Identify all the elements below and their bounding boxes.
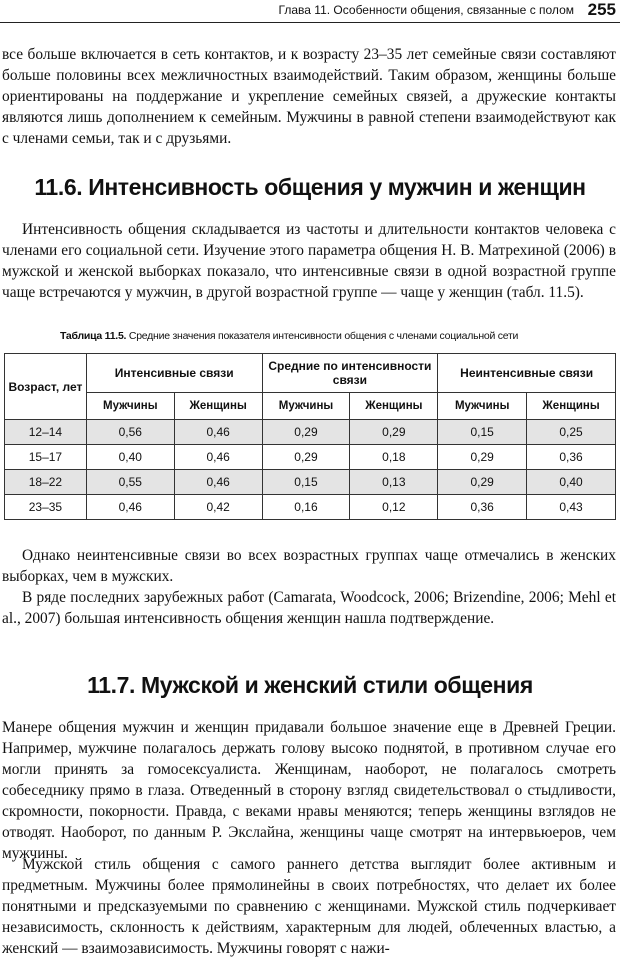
intensity-table <box>4 353 616 520</box>
value-cell: 0,46 <box>174 470 262 495</box>
paragraph-5: Манере общения мужчин и женщин придавали большое значение еще в Древней Греции. Например, мужчине полагалось держать голову высоко поднятой, в противном случае его могли принять за гомосексуалиста. Женщинам, наоборот, не полагалось смотреть собеседнику прямо в глаза. Отведенный в сторону взгляд свидетельствовал о стыдливости, скромности, покорности. Правда, с веками нравы меняются; теперь женщины взглядов не отводят. Наоборот, по данным Р. Экслайна, женщины чаще смотрят на интервьюеров, чем мужчины. <box>2 719 616 862</box>
age-cell: 18–22 <box>5 470 87 495</box>
chapter-title: Глава 11. Особенности общения, связанные с полом <box>278 3 574 17</box>
page-number: 255 <box>587 0 616 19</box>
age-cell: 12–14 <box>5 420 87 445</box>
table-row <box>5 495 616 520</box>
value-cell: 0,16 <box>262 495 350 520</box>
paragraph-3: Однако неинтенсивные связи во всех возрастных группах чаще отмечались в женских выборках, чем в мужских. <box>2 547 616 585</box>
section-heading-11-7: 11.7. Мужской и женский стили общения <box>87 672 533 698</box>
table-caption <box>60 330 620 342</box>
women-header: Женщины <box>350 393 438 420</box>
group-header-nonintensive: Неинтенсивные связи <box>438 354 616 393</box>
women-header: Женщины <box>174 393 262 420</box>
running-header <box>0 0 620 23</box>
value-cell: 0,15 <box>262 470 350 495</box>
value-cell: 0,36 <box>438 495 527 520</box>
men-header: Мужчины <box>438 393 527 420</box>
value-cell: 0,29 <box>438 470 527 495</box>
value-cell: 0,29 <box>262 445 350 470</box>
table-row <box>5 445 616 470</box>
value-cell: 0,12 <box>350 495 438 520</box>
men-header: Мужчины <box>86 393 174 420</box>
value-cell: 0,46 <box>86 495 174 520</box>
value-cell: 0,40 <box>86 445 174 470</box>
table-header-row <box>5 354 616 393</box>
value-cell: 0,36 <box>527 445 616 470</box>
paragraph-6: Мужской стиль общения с самого раннего детства выглядит более активным и предметным. Мужчины более прямолинейны в своих потребностях, что делает их более понятными и предсказуемыми по сравнению с женщинами. Мужской стиль подчеркивает независимость, склонность к действиям, характерным для людей, облеченных властью, а женский — взаимозависимость. Мужчины говорят с нажи- <box>2 856 616 957</box>
value-cell: 0,15 <box>438 420 527 445</box>
women-header: Женщины <box>527 393 616 420</box>
value-cell: 0,40 <box>527 470 616 495</box>
value-cell: 0,55 <box>86 470 174 495</box>
section-heading-11-6: 11.6. Интенсивность общения у мужчин и женщин <box>34 174 586 200</box>
group-header-medium: Средние по интенсивности связи <box>262 354 438 393</box>
paragraph-1: все больше включается в сеть контактов, и к возрасту 23–35 лет семейные связи составляют больше половины всех межличностных взаимодействий. Таким образом, женщины больше ориентированы на поддержание и укрепление семейных связей, а дружеские контакты являются лишь дополнением к семейным. Мужчины в равной степени взаимодействуют как с членами семьи, так и с друзьями. <box>2 46 616 147</box>
value-cell: 0,46 <box>174 445 262 470</box>
group-header-intensive: Интенсивные связи <box>86 354 262 393</box>
table-caption-text: Средние значения показателя интенсивности общения с членами социальной сети <box>126 330 519 342</box>
value-cell: 0,29 <box>262 420 350 445</box>
value-cell: 0,56 <box>86 420 174 445</box>
value-cell: 0,18 <box>350 445 438 470</box>
age-cell: 23–35 <box>5 495 87 520</box>
age-header: Возраст, лет <box>5 354 87 420</box>
value-cell: 0,29 <box>350 420 438 445</box>
men-header: Мужчины <box>262 393 350 420</box>
table-subheader-row <box>5 393 616 420</box>
table-row <box>5 470 616 495</box>
table-caption-label: Таблица 11.5. <box>60 330 127 342</box>
table-row <box>5 420 616 445</box>
paragraph-2: Интенсивность общения складывается из частоты и длительности контактов человека с членами его социальной сети. Изучение этого параметра общения Н. В. Матрехиной (2006) в мужской и женской выборках показало, что интенсивные связи в одной возрастной группе чаще встречаются у мужчин, в другой возрастной группе — чаще у женщин (табл. 11.5). <box>2 221 616 301</box>
value-cell: 0,25 <box>527 420 616 445</box>
value-cell: 0,29 <box>438 445 527 470</box>
value-cell: 0,46 <box>174 420 262 445</box>
value-cell: 0,13 <box>350 470 438 495</box>
age-cell: 15–17 <box>5 445 87 470</box>
value-cell: 0,43 <box>527 495 616 520</box>
paragraph-4: В ряде последних зарубежных работ (Camarata, Woodcock, 2006; Brizendine, 2006; Mehl et al., 2007) большая интенсивность общения женщин нашла подтверждение. <box>2 589 616 627</box>
value-cell: 0,42 <box>174 495 262 520</box>
